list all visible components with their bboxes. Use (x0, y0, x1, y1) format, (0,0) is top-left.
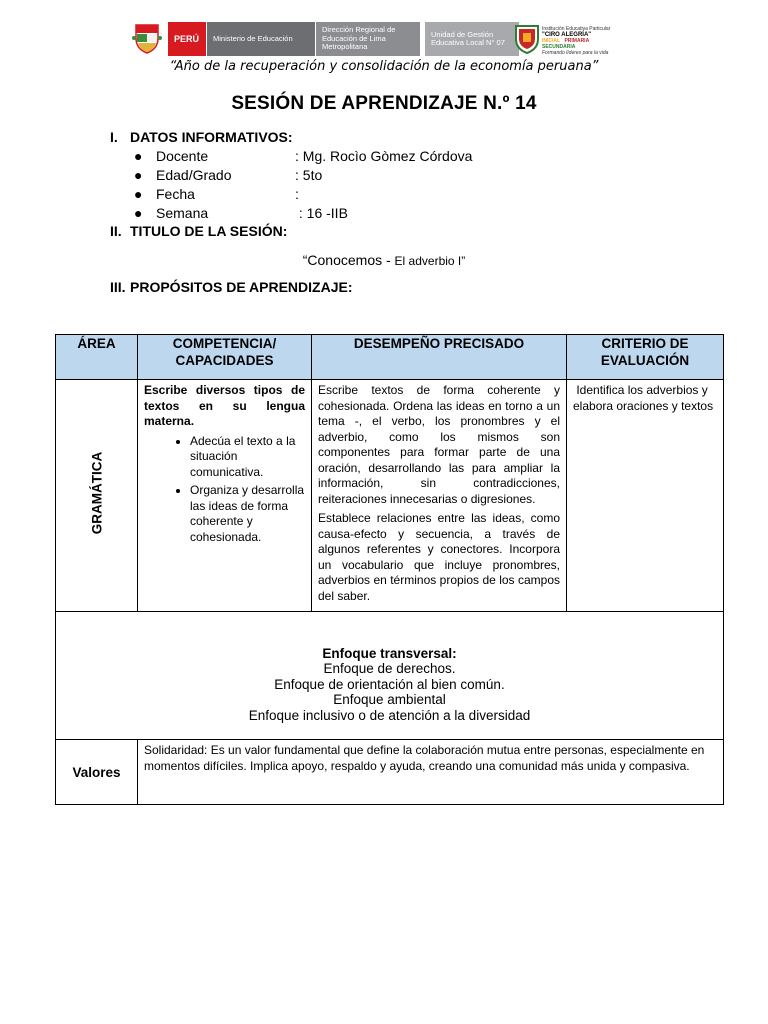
session-title-small: El adverbio I” (394, 254, 466, 268)
enfoque-item: Enfoque ambiental (333, 692, 446, 708)
info-label: Edad/Grado (156, 167, 232, 183)
info-value-semana: : 16 -IIB (295, 205, 348, 221)
competencia-content (138, 380, 311, 551)
header-competencia: COMPETENCIA/ CAPACIDADES (138, 335, 312, 380)
page-title: SESIÓN DE APRENDIZAJE N.º 14 (231, 93, 537, 114)
section-number: II. (110, 223, 122, 239)
school-slogan: Formando líderes para la vida (542, 50, 609, 56)
ugel-text: Unidad de Gestión Educativa Local N° 07 (431, 29, 505, 47)
info-item-semana (134, 205, 209, 221)
level-inicial: INICIAL (542, 38, 561, 44)
level-primaria: PRIMARIA (564, 38, 590, 44)
info-label: Fecha (156, 186, 195, 202)
peru-label: PERÚ (168, 22, 206, 56)
dre-label (315, 22, 420, 56)
info-value-edad-grado: : 5to (295, 167, 323, 183)
bullet-icon: ● (134, 205, 143, 221)
enfoque-row (56, 612, 724, 740)
valores-text: Solidaridad: Es un valor fundamental que define la colaboración mutua entre personas, especialmente en momentos difíciles. Implica apoyo, respaldo y ayuda, creando una comunidad más unida y compasiva. (144, 743, 705, 773)
bullet-icon: ● (134, 148, 143, 164)
ministerio-text: Ministerio de Educación (213, 33, 293, 43)
bullet-icon: ● (134, 167, 143, 183)
competencia-title: Escribe diversos tipos de textos en su lengua materna. (144, 383, 305, 428)
school-crest-icon (514, 24, 540, 54)
section-number: I. (110, 129, 118, 145)
school-name: "CIRO ALEGRÍA" (542, 32, 592, 38)
desempeno-paragraph: Escribe textos de forma coherente y cohesionada. Ordena las ideas en torno a un tema -, el verbo, los pronombres y el adverbio, como los mismos son componentes para formar parte de una oración, desarrollando las para ampliar la información, sin contradicciones, reiteraciones innecesarias o digresiones. (318, 383, 560, 506)
info-label: Docente (156, 148, 209, 164)
level-secundaria: SECUNDARIA (542, 44, 576, 50)
desempeno-content (312, 380, 566, 611)
enfoque-title: Enfoque transversal: (322, 645, 457, 661)
valores-label: Valores (56, 740, 138, 805)
peru-coat-of-arms-icon (132, 22, 162, 54)
school-levels (542, 38, 622, 50)
session-title-main: “Conocemos - (302, 252, 395, 268)
learning-purposes-table (55, 334, 724, 805)
dre-text: Dirección Regional de Educación de Lima Metropolitana (322, 25, 396, 52)
section-propositos (110, 279, 352, 295)
section-number: III. (110, 279, 126, 295)
desempeno-paragraph: Establece relaciones entre las ideas, como causa-efecto y secuencia, a través de algunos referentes y conectores. Incorpora un vocabulario que incluye pronombres, adverbios en términos propios de los campos del saber. (318, 511, 560, 603)
enfoque-item: Enfoque inclusivo o de atención a la diversidad (248, 707, 531, 723)
info-value-fecha: : (295, 186, 299, 202)
info-value-docente: : Mg. Rocìo Gòmez Córdova (295, 148, 473, 164)
area-label: GRAMÁTICA (89, 451, 104, 535)
school-text (542, 26, 622, 56)
cell-enfoque (56, 612, 724, 740)
government-logo-bar (132, 22, 519, 56)
area-wrap (56, 380, 137, 606)
header-criterio: CRITERIO DE EVALUACIÓN (567, 335, 724, 380)
header-desempeno: DESEMPEÑO PRECISADO (312, 335, 567, 380)
enfoque-item: Enfoque de derechos. (323, 661, 456, 677)
table-row (56, 380, 724, 612)
info-item-docente (134, 148, 209, 164)
list-item: • Organiza y desarrolla las ideas de forma coherente y cohesionada. (190, 483, 305, 545)
ministerio-label (206, 22, 315, 56)
ugel-label (424, 22, 519, 56)
cell-desempeno (312, 380, 567, 612)
school-logo (514, 24, 618, 56)
table-header-row (56, 335, 724, 380)
list-item: • Adecúa el texto a la situación comunicativa. (190, 434, 305, 481)
section-label: PROPÓSITOS DE APRENDIZAJE: (130, 279, 353, 295)
section-label: TITULO DE LA SESIÓN: (130, 223, 288, 239)
section-datos-informativos (110, 129, 293, 145)
school-type: Institución Educativa Particular (542, 26, 611, 32)
info-item-edad-grado (134, 167, 232, 183)
header-area: ÁREA (56, 335, 138, 380)
cell-valores (138, 740, 724, 805)
valores-row (56, 740, 724, 805)
capacidades-list (144, 434, 305, 546)
cell-criterio (567, 380, 724, 612)
cell-competencia (138, 380, 312, 612)
info-label: Semana (156, 205, 209, 221)
session-title (0, 252, 768, 268)
year-motto: “Año de la recuperación y consolidación de la economía peruana” (169, 59, 599, 74)
bullet-icon: ● (134, 186, 143, 202)
info-item-fecha (134, 186, 195, 202)
cell-area (56, 380, 138, 612)
section-titulo-sesion (110, 223, 287, 239)
criterio-text: Identifica los adverbios y elabora oraciones y textos (573, 383, 714, 413)
enfoque-content (56, 628, 723, 724)
section-label: DATOS INFORMATIVOS: (130, 129, 293, 145)
enfoque-item: Enfoque de orientación al bien común. (274, 676, 505, 692)
